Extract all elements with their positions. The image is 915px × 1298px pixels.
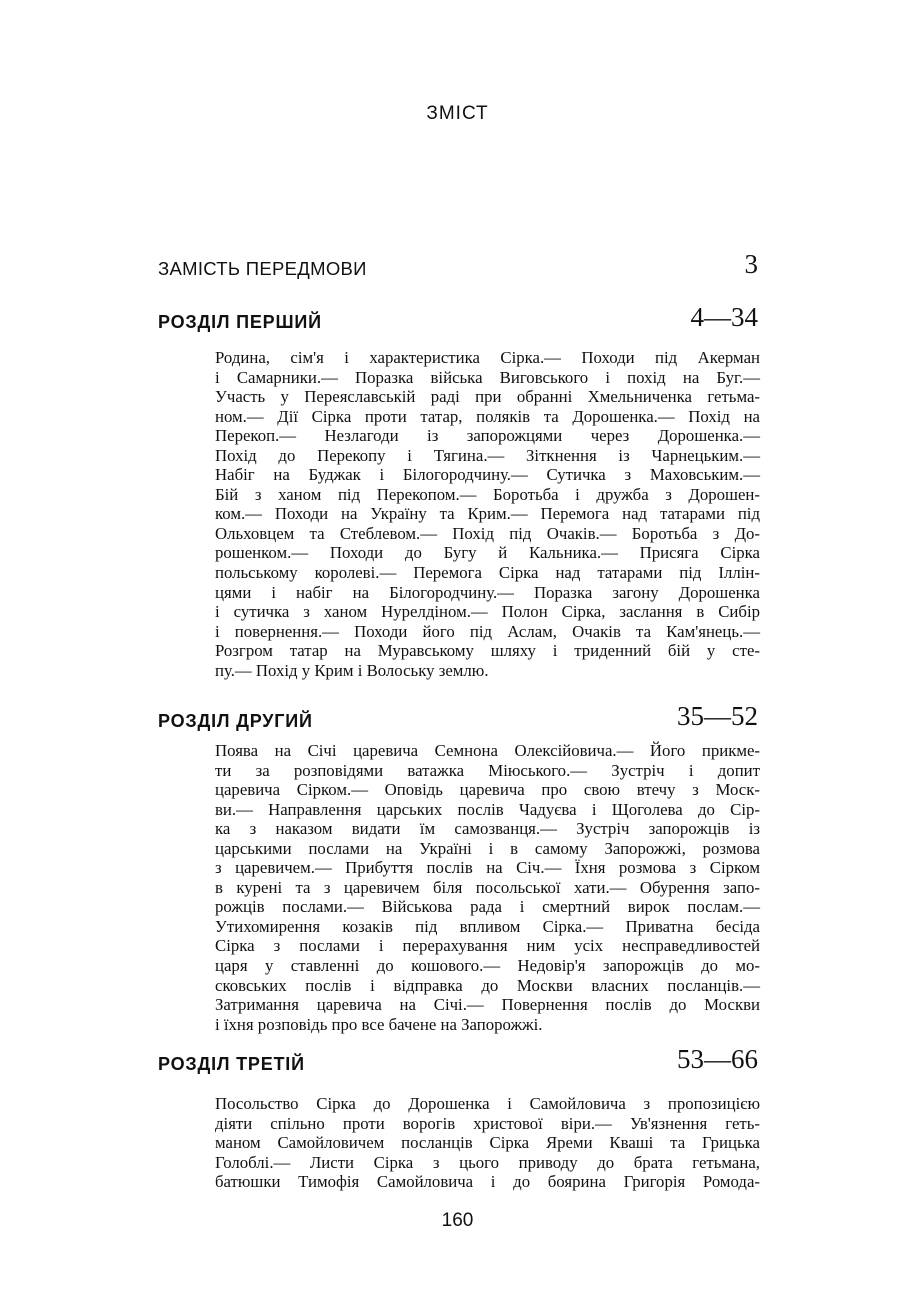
contents-title: ЗМІСТ — [426, 103, 489, 124]
summary-line: ка з наказом видати їм самозванця.— Зустріч запорожців із — [215, 819, 760, 839]
toc-entry-label: РОЗДІЛ ПЕРШИЙ — [158, 312, 322, 332]
toc-entry-intro — [158, 250, 758, 280]
summary-line: цями і набіг на Білогородчину.— Поразка загону Дорошенка — [215, 582, 760, 602]
toc-entry-label: РОЗДІЛ ДРУГИЙ — [158, 711, 313, 731]
section-summary — [215, 1094, 760, 1192]
toc-entry-pages: 4—34 — [690, 302, 758, 332]
summary-line: Сірка з послами і перерахування ним усіх несправедливостей — [215, 936, 760, 956]
toc-entry-pages: 35—52 — [677, 701, 758, 731]
summary-line: Набіг на Буджак і Білогородчину.— Сутичка з Маховським.— — [215, 465, 760, 485]
summary-line: Бій з ханом під Перекопом.— Боротьба і дружба з Дорошен- — [215, 484, 760, 504]
summary-line: пу.— Похід у Крим і Волоську землю. — [215, 660, 489, 680]
summary-line: ви.— Направлення царських послів Чадуєва і Щоголева до Сір- — [215, 799, 760, 819]
summary-line: Затримання царевича на Січі.— Повернення послів до Москви — [215, 995, 760, 1015]
summary-line: рошенком.— Походи до Бугу й Кальника.— Присяга Сірка — [215, 543, 760, 563]
summary-line: Поява на Січі царевича Семнона Олексійовича.— Його прикме- — [215, 741, 760, 760]
summary-line: діяти спільно проти ворогів христової віри.— Ув'язнення геть- — [215, 1113, 760, 1133]
summary-line: і Самарники.— Поразка війська Виговського і похід на Буг.— — [215, 367, 760, 387]
toc-entry-label: ЗАМІСТЬ ПЕРЕДМОВИ — [158, 258, 367, 279]
section-summary — [215, 741, 760, 1034]
toc-entry-pages: 53—66 — [677, 1044, 758, 1074]
summary-line: в курені та з царевичем біля посольської хати.— Обурення запо- — [215, 877, 760, 897]
summary-line: рожців послами.— Військова рада і смертний вирок послам.— — [215, 897, 760, 917]
summary-line: Голоблі.— Листи Сірка з цього приводу до брата гетьмана, — [215, 1152, 760, 1172]
summary-line: Утихомирення козаків під впливом Сірка.— Приватна бесіда — [215, 916, 760, 936]
summary-line: ти за розповідями ватажка Міюського.— Зустріч і допит — [215, 760, 760, 780]
toc-entry-label: РОЗДІЛ ТРЕТІЙ — [158, 1054, 305, 1074]
section-summary — [215, 348, 760, 680]
summary-line: польському королеві.— Перемога Сірка над татарами під Іллін- — [215, 563, 760, 583]
summary-line: Ольховцем та Стеблевом.— Похід під Очаків.— Боротьба з До- — [215, 523, 760, 543]
toc-entry-section-3 — [158, 1045, 758, 1075]
summary-line: ком.— Походи на Україну та Крим.— Перемога над татарами під — [215, 504, 760, 524]
summary-line: ном.— Дії Сірка проти татар, поляків та Дорошенка.— Похід на — [215, 406, 760, 426]
summary-line: і їхня розповідь про все бачене на Запорожжі. — [215, 1014, 543, 1034]
summary-line: і повернення.— Походи його під Аслам, Очаків та Кам'янець.— — [215, 621, 760, 641]
toc-entry-section-2 — [158, 702, 758, 732]
summary-line: з царевичем.— Прибуття послів на Січ.— Їхня розмова з Сірком — [215, 858, 760, 878]
summary-line: маном Самойловичем посланців Сірка Яреми Кваші та Грицька — [215, 1133, 760, 1153]
summary-line: Участь у Переяславській раді при обранні Хмельниченка гетьма- — [215, 387, 760, 407]
summary-line: сковських послів і відправка до Москви власних посланців.— — [215, 975, 760, 995]
toc-entry-pages: 3 — [744, 249, 758, 279]
toc-entry-section-1 — [158, 303, 758, 333]
page-number: 160 — [441, 1210, 474, 1231]
summary-line: Посольство Сірка до Дорошенка і Самойловича з пропозицією — [215, 1094, 760, 1113]
summary-line: царевича Сірком.— Оповідь царевича про свою втечу з Моск- — [215, 780, 760, 800]
summary-line: Перекоп.— Незлагоди із запорожцями через Дорошенка.— — [215, 426, 760, 446]
summary-line: батюшки Тимофія Самойловича і до боярина Григорія Ромода- — [215, 1172, 760, 1192]
summary-line: царськими послами на Україні і в самому Запорожжі, розмова — [215, 838, 760, 858]
summary-line: Похід до Перекопу і Тягина.— Зіткнення із Чарнецьким.— — [215, 445, 760, 465]
summary-line: Родина, сім'я і характеристика Сірка.— Походи під Акерман — [215, 348, 760, 367]
summary-line: царя у ставленні до кошового.— Недовір'я запорожців до мо- — [215, 956, 760, 976]
summary-line: Розгром татар на Муравському шляху і триденний бій у сте- — [215, 641, 760, 661]
summary-line: і сутичка з ханом Нурелдіном.— Полон Сірка, заслання в Сибір — [215, 602, 760, 622]
